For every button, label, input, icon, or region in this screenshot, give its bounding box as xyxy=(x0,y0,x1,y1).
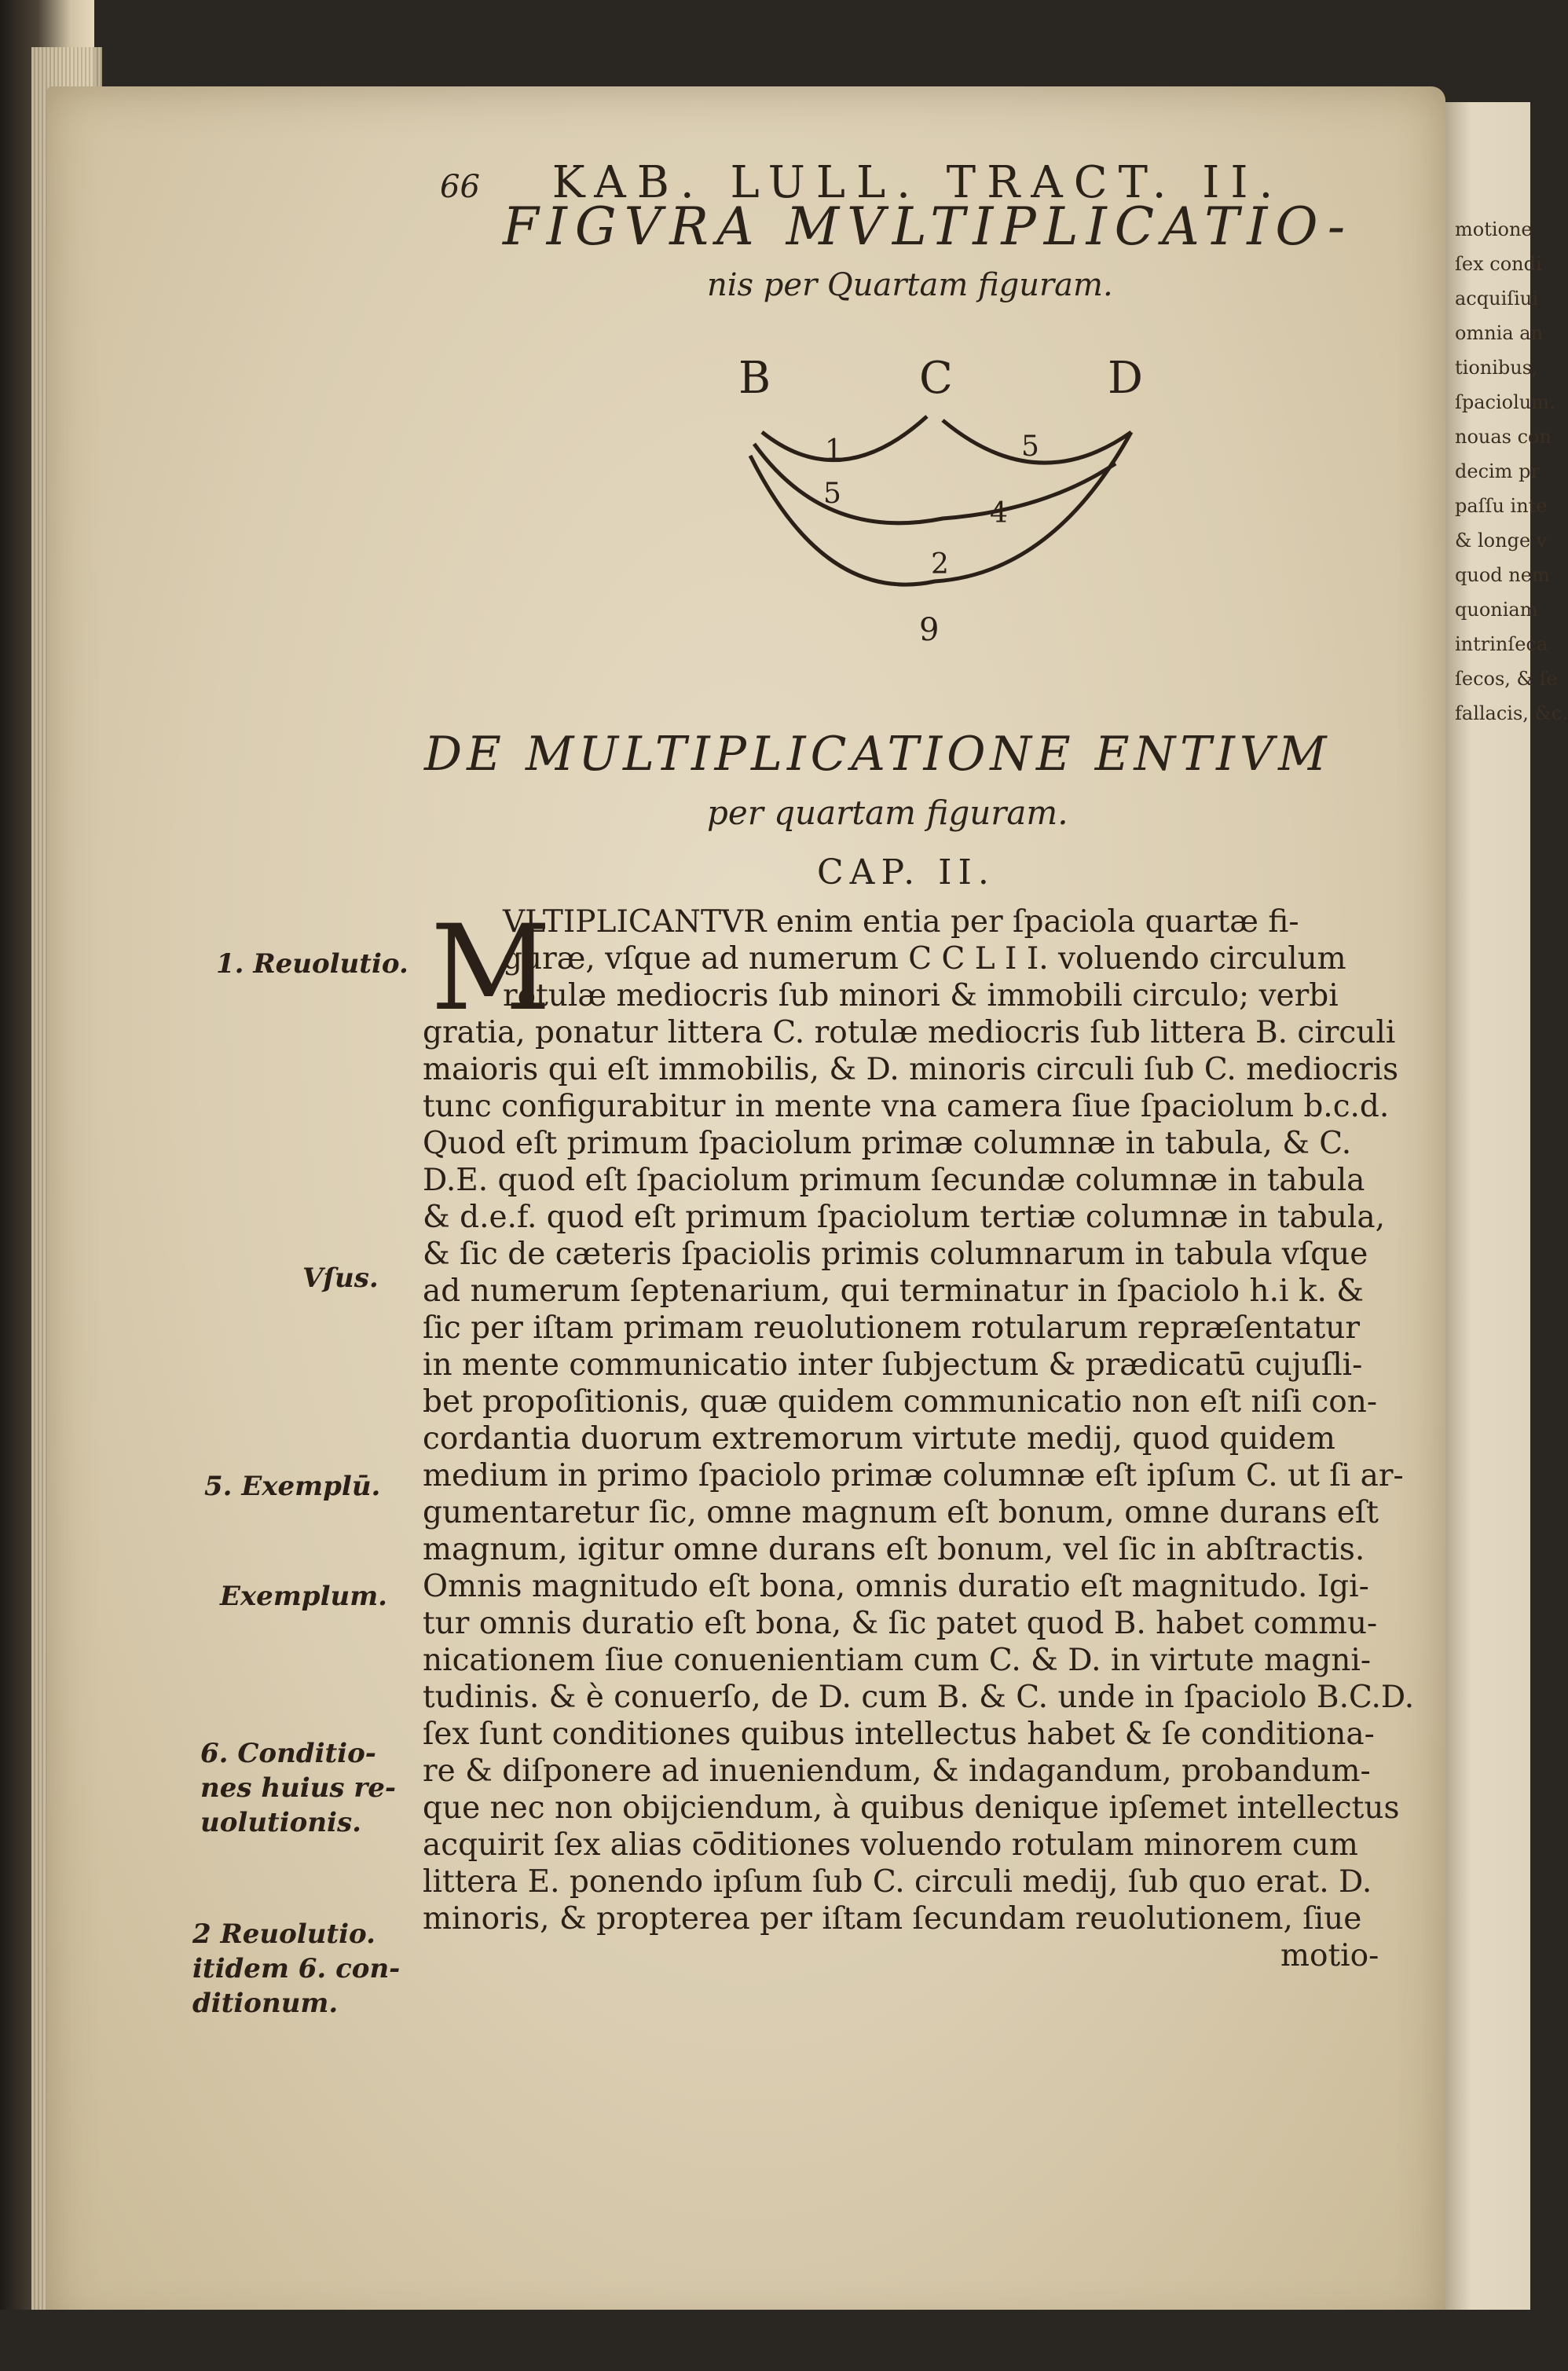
running-title: KAB. LULL. TRACT. II. xyxy=(551,157,1284,208)
facing-line: quod nem xyxy=(1455,564,1550,586)
figure-letter-d: D xyxy=(1108,353,1143,404)
text-line: ſic per iſtam primam reuolutionem rotularum repræſentatur xyxy=(423,1310,1361,1346)
section-subtitle: per quartam figuram. xyxy=(707,793,1068,832)
catchword: motio- xyxy=(1280,1938,1379,1973)
text-line: VLTIPLICANTVR enim entia per ſpaciola quartæ fi- xyxy=(503,904,1299,940)
margin-note-conditions-6b: nes huius re- xyxy=(200,1772,397,1804)
figure-number: 4 xyxy=(990,497,1008,530)
margin-note-conditions-6a: 6. Conditio- xyxy=(200,1738,376,1769)
figure-number: 5 xyxy=(823,478,841,510)
small-arc-left xyxy=(762,416,927,460)
text-line: in mente communicatio inter ſubjectum & prædicatū cujuſli- xyxy=(423,1347,1363,1383)
figure-number: 2 xyxy=(931,548,949,581)
margin-note-revolution-2b: itidem 6. con- xyxy=(192,1953,401,1984)
facing-line: omnia an xyxy=(1455,322,1544,344)
figure-number: 5 xyxy=(1021,431,1039,463)
page-number: 66 xyxy=(440,169,480,205)
facing-line: ſpaciolum. xyxy=(1455,391,1555,413)
facing-line: paſſu inte xyxy=(1455,495,1548,517)
text-line: tudinis. & è conuerſo, de D. cum B. & C. unde in ſpaciolo B.C.D. xyxy=(423,1680,1415,1715)
facing-line: fallacis, &c. xyxy=(1455,702,1568,724)
facing-line: quoniam xyxy=(1455,599,1538,621)
text-line: gumentaretur ſic, omne magnum eſt bonum, omne durans eſt xyxy=(423,1495,1379,1530)
text-line: nicationem ſiue conuenientiam cum C. & D. in virtute magni- xyxy=(423,1643,1372,1678)
section-title: DE MULTIPLICATIONE ENTIVM xyxy=(424,727,1332,782)
text-line: Omnis magnitudo eſt bona, omnis duratio eſt magnitudo. Igi- xyxy=(423,1569,1369,1604)
figure-number: 1 xyxy=(825,434,843,467)
figure-number: 9 xyxy=(919,612,940,648)
drop-capital: M xyxy=(430,900,551,1037)
margin-note-revolution-1: 1. Reuolutio. xyxy=(216,948,408,980)
facing-line: ſex condi xyxy=(1455,253,1542,275)
text-line: re & diſponere ad inueniendum, & indagandum, probandum- xyxy=(423,1754,1371,1789)
text-line: Quod eſt primum ſpaciolum primæ columnæ in tabula, & C. xyxy=(423,1126,1352,1161)
text-line: magnum, igitur omne durans eſt bonum, vel ſic in abſtractis. xyxy=(423,1532,1365,1567)
text-line: tur omnis duratio eſt bona, & ſic patet quod B. habet commu- xyxy=(423,1606,1378,1641)
figure-subtitle: nis per Quartam figuram. xyxy=(707,267,1113,303)
margin-note-revolution-2a: 2 Reuolutio. xyxy=(192,1918,376,1950)
facing-line: nouas con xyxy=(1455,426,1552,448)
text-line: tunc configurabitur in mente vna camera ſiue ſpaciolum b.c.d. xyxy=(423,1089,1390,1124)
text-line: rotulæ mediocris ſub minori & immobili circulo; verbi xyxy=(503,978,1339,1013)
facing-line: ſecos, & ſe xyxy=(1455,668,1558,690)
margin-note-example: Exemplum. xyxy=(220,1581,388,1612)
text-line: ad numerum ſeptenarium, qui terminatur in ſpaciolo h.i k. & xyxy=(423,1273,1364,1309)
text-line: & ſic de cæteris ſpaciolis primis columnarum in tabula vſque xyxy=(423,1237,1368,1272)
facing-page xyxy=(1445,102,1568,2333)
photo-background-bottom xyxy=(0,2310,1530,2371)
text-line: minoris, & propterea per iſtam ſecundam reuolutionem, ſiue xyxy=(423,1901,1362,1937)
text-line: littera E. ponendo ipſum ſub C. circuli medij, ſub quo erat. D. xyxy=(423,1864,1372,1900)
facing-line: intrinſeca xyxy=(1455,633,1548,655)
text-line: & d.e.f. quod eſt primum ſpaciolum tertiæ columnæ in tabula, xyxy=(423,1200,1386,1235)
margin-note-revolution-2c: ditionum. xyxy=(192,1988,339,2019)
facing-line: motione xyxy=(1455,218,1533,240)
text-line: cordantia duorum extremorum virtute medij, quod quidem xyxy=(423,1421,1335,1457)
chapter-heading: CAP. II. xyxy=(817,852,995,892)
multiplication-figure xyxy=(707,346,1178,676)
text-line: bet propoſitionis, quæ quidem communicatio non eſt niſi con- xyxy=(423,1384,1378,1420)
facing-line: decim pr xyxy=(1455,460,1540,482)
margin-note-conditions-6c: uolutionis. xyxy=(200,1807,361,1838)
margin-note-example-5: 5. Exemplū. xyxy=(204,1471,381,1502)
facing-line: acquiſiui xyxy=(1455,288,1538,310)
text-line: medium in primo ſpaciolo primæ columnæ eſt ipſum C. ut ſi ar- xyxy=(423,1458,1404,1493)
text-line: que nec non obijciendum, à quibus denique ipſemet intellectus xyxy=(423,1790,1400,1826)
text-line: ſex ſunt conditiones quibus intellectus habet & ſe conditiona- xyxy=(423,1717,1375,1752)
text-line: acquirit ſex alias cōditiones voluendo rotulam minorem cum xyxy=(423,1827,1358,1863)
text-line: guræ, vſque ad numerum C C L I I. voluendo circulum xyxy=(503,941,1346,977)
figure-letter-b: B xyxy=(738,353,771,404)
text-line: gratia, ponatur littera C. rotulæ mediocris ſub littera B. circuli xyxy=(423,1015,1396,1050)
body-text xyxy=(401,900,1415,1974)
facing-page-text xyxy=(1455,212,1568,731)
facing-line: & longe v xyxy=(1455,530,1548,552)
figure-letter-c: C xyxy=(919,353,953,404)
figure-title: FIGVRA MVLTIPLICATIO- xyxy=(503,196,1354,257)
text-line: maioris qui eſt immobilis, & D. minoris circuli ſub C. mediocris xyxy=(423,1052,1399,1087)
margin-note-usus: Vſus. xyxy=(302,1262,379,1294)
text-line: D.E. quod eſt ſpaciolum primum ſecundæ columnæ in tabula xyxy=(423,1163,1365,1198)
facing-line: tionibus, xyxy=(1455,357,1538,379)
